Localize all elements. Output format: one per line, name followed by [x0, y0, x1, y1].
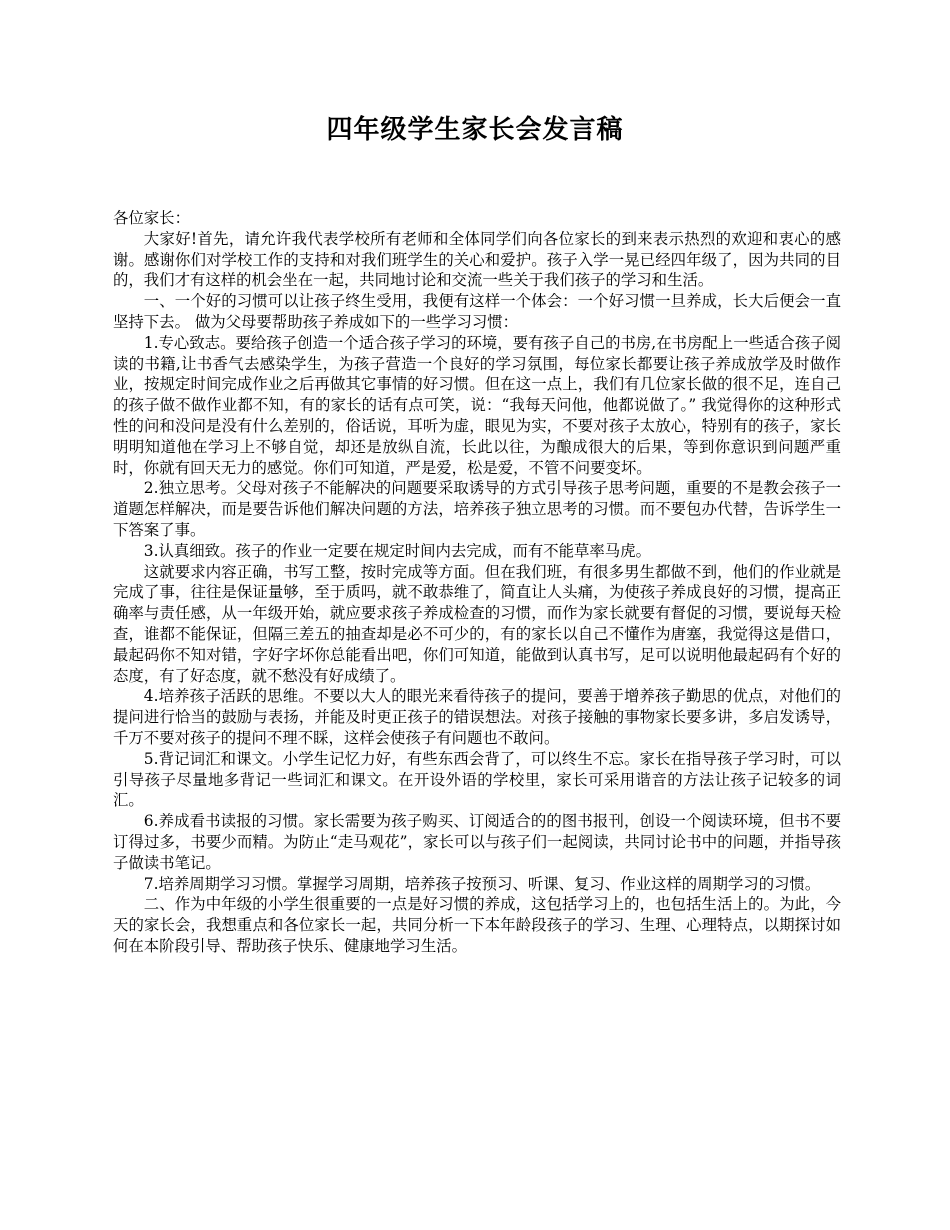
- paragraph-habit-1: 1.专心致志。要给孩子创造一个适合孩子学习的环境，要有孩子自己的书房,在书房配上一些适合孩子阅读的书籍,让书香气去感染学生，为孩子营造一个良好的学习氛围，每位家长都要让孩子养成放学及时做作业，按规定时间完成作业之后再做其它事情的好习惯。但在这一点上，我们有几位家长做的很不足，连自己的孩子做不做作业都不知，有的家长的话有点可笑，说：“我每天问他，他都说做了。” 我觉得你的这种形式性的问和没问是没有什么差别的，俗话说，耳听为虚，眼见为实，不要对孩子太放心，特别有的孩子，家长明明知道他在学习上不够自觉，却还是放纵自流，长此以往，为酿成很大的后果，等到你意识到问题严重时，你就有回天无力的感觉。你们可知道，严是爱，松是爱，不管不问要变坏。: [113, 333, 841, 477]
- paragraph-habit-6: 6.养成看书读报的习惯。家长需要为孩子购买、订阅适合的的图书报刊，创设一个阅读环境，但书不要订得过多，书要少而精。为防止“走马观花”，家长可以与孩子们一起阅读，共同讨论书中的问题，并指导孩子做读书笔记。: [113, 812, 841, 872]
- paragraph-habit-3: 3.认真细致。孩子的作业一定要在规定时间内去完成，而有不能草率马虎。: [143, 541, 651, 560]
- greeting: 各位家长：: [113, 209, 190, 227]
- paragraph-section-1: 一、一个好的习惯可以让孩子终生受用，我便有这样一个体会：一个好习惯一旦养成，长大后便会一直坚持下去。 做为父母要帮助孩子养成如下的一些学习习惯：: [113, 292, 841, 331]
- document-body: [113, 208, 841, 957]
- paragraph-habit-5: 5.背记词汇和课文。小学生记忆力好，有些东西会背了，可以终生不忘。家长在指导孩子学习时，可以引导孩子尽量地多背记一些词汇和课文。在开设外语的学校里，家长可采用谐音的方法让孩子记较多的词汇。: [113, 749, 841, 810]
- paragraph-section-2: 二、作为中年级的小学生很重要的一点是好习惯的养成，这包括学习上的，也包括生活上的。为此，今天的家长会，我想重点和各位家长一起，共同分析一下本年龄段孩子的学习、生理、心理特点，以期探讨如何在本阶段引导、帮助孩子快乐、健康地学习生活。: [113, 895, 841, 955]
- document-title: 四年级学生家长会发言稿: [326, 115, 624, 145]
- paragraph-habit-2: 2.独立思考。父母对孩子不能解决的问题要采取诱导的方式引导孩子思考问题，重要的不是教会孩子一道题怎样解决，而是要告诉他们解决问题的方法，培养孩子独立思考的习惯。而不要包办代替，告诉学生一下答案了事。: [113, 479, 841, 539]
- paragraph-habit-3-detail: 这就要求内容正确，书写工整，按时完成等方面。但在我们班，有很多男生都做不到，他们的作业就是完成了事，往往是保证量够，至于质吗，就不敢恭维了，简直让人头痛，为使孩子养成良好的习惯，提高正确率与责任感，从一年级开始，就应要求孩子养成检查的习惯，而作为家长就要有督促的习惯，要说每天检查，谁都不能保证，但隔三差五的抽查却是必不可少的，有的家长以自己不懂作为唐塞，我觉得这是借口，最起码你不知对错，字好字坏你总能看出吧，你们可知道，能做到认真书写，足可以说明他最起码有个好的态度，有了好态度，就不愁没有好成绩了。: [113, 562, 841, 685]
- paragraph-habit-7: 7.培养周期学习习惯。掌握学习周期，培养孩子按预习、听课、复习、作业这样的周期学习的习惯。: [143, 874, 821, 893]
- paragraph-intro: 大家好!首先，请允许我代表学校所有老师和全体同学们向各位家长的到来表示热烈的欢迎和衷心的感谢。感谢你们对学校工作的支持和对我们班学生的关心和爱护。孩子入学一晃已经四年级了，因为共同的目的，我们才有这样的机会坐在一起，共同地讨论和交流一些关于我们孩子的学习和生活。: [113, 229, 841, 290]
- paragraph-habit-4: 4.培养孩子活跃的思维。不要以大人的眼光来看待孩子的提问，要善于增养孩子勤思的优点，对他们的提问进行恰当的鼓励与表扬，并能及时更正孩子的错误想法。对孩子接触的事物家长要多讲，多启发诱导，千万不要对孩子的提问不理不睬，这样会使孩子有问题也不敢问。: [113, 687, 841, 747]
